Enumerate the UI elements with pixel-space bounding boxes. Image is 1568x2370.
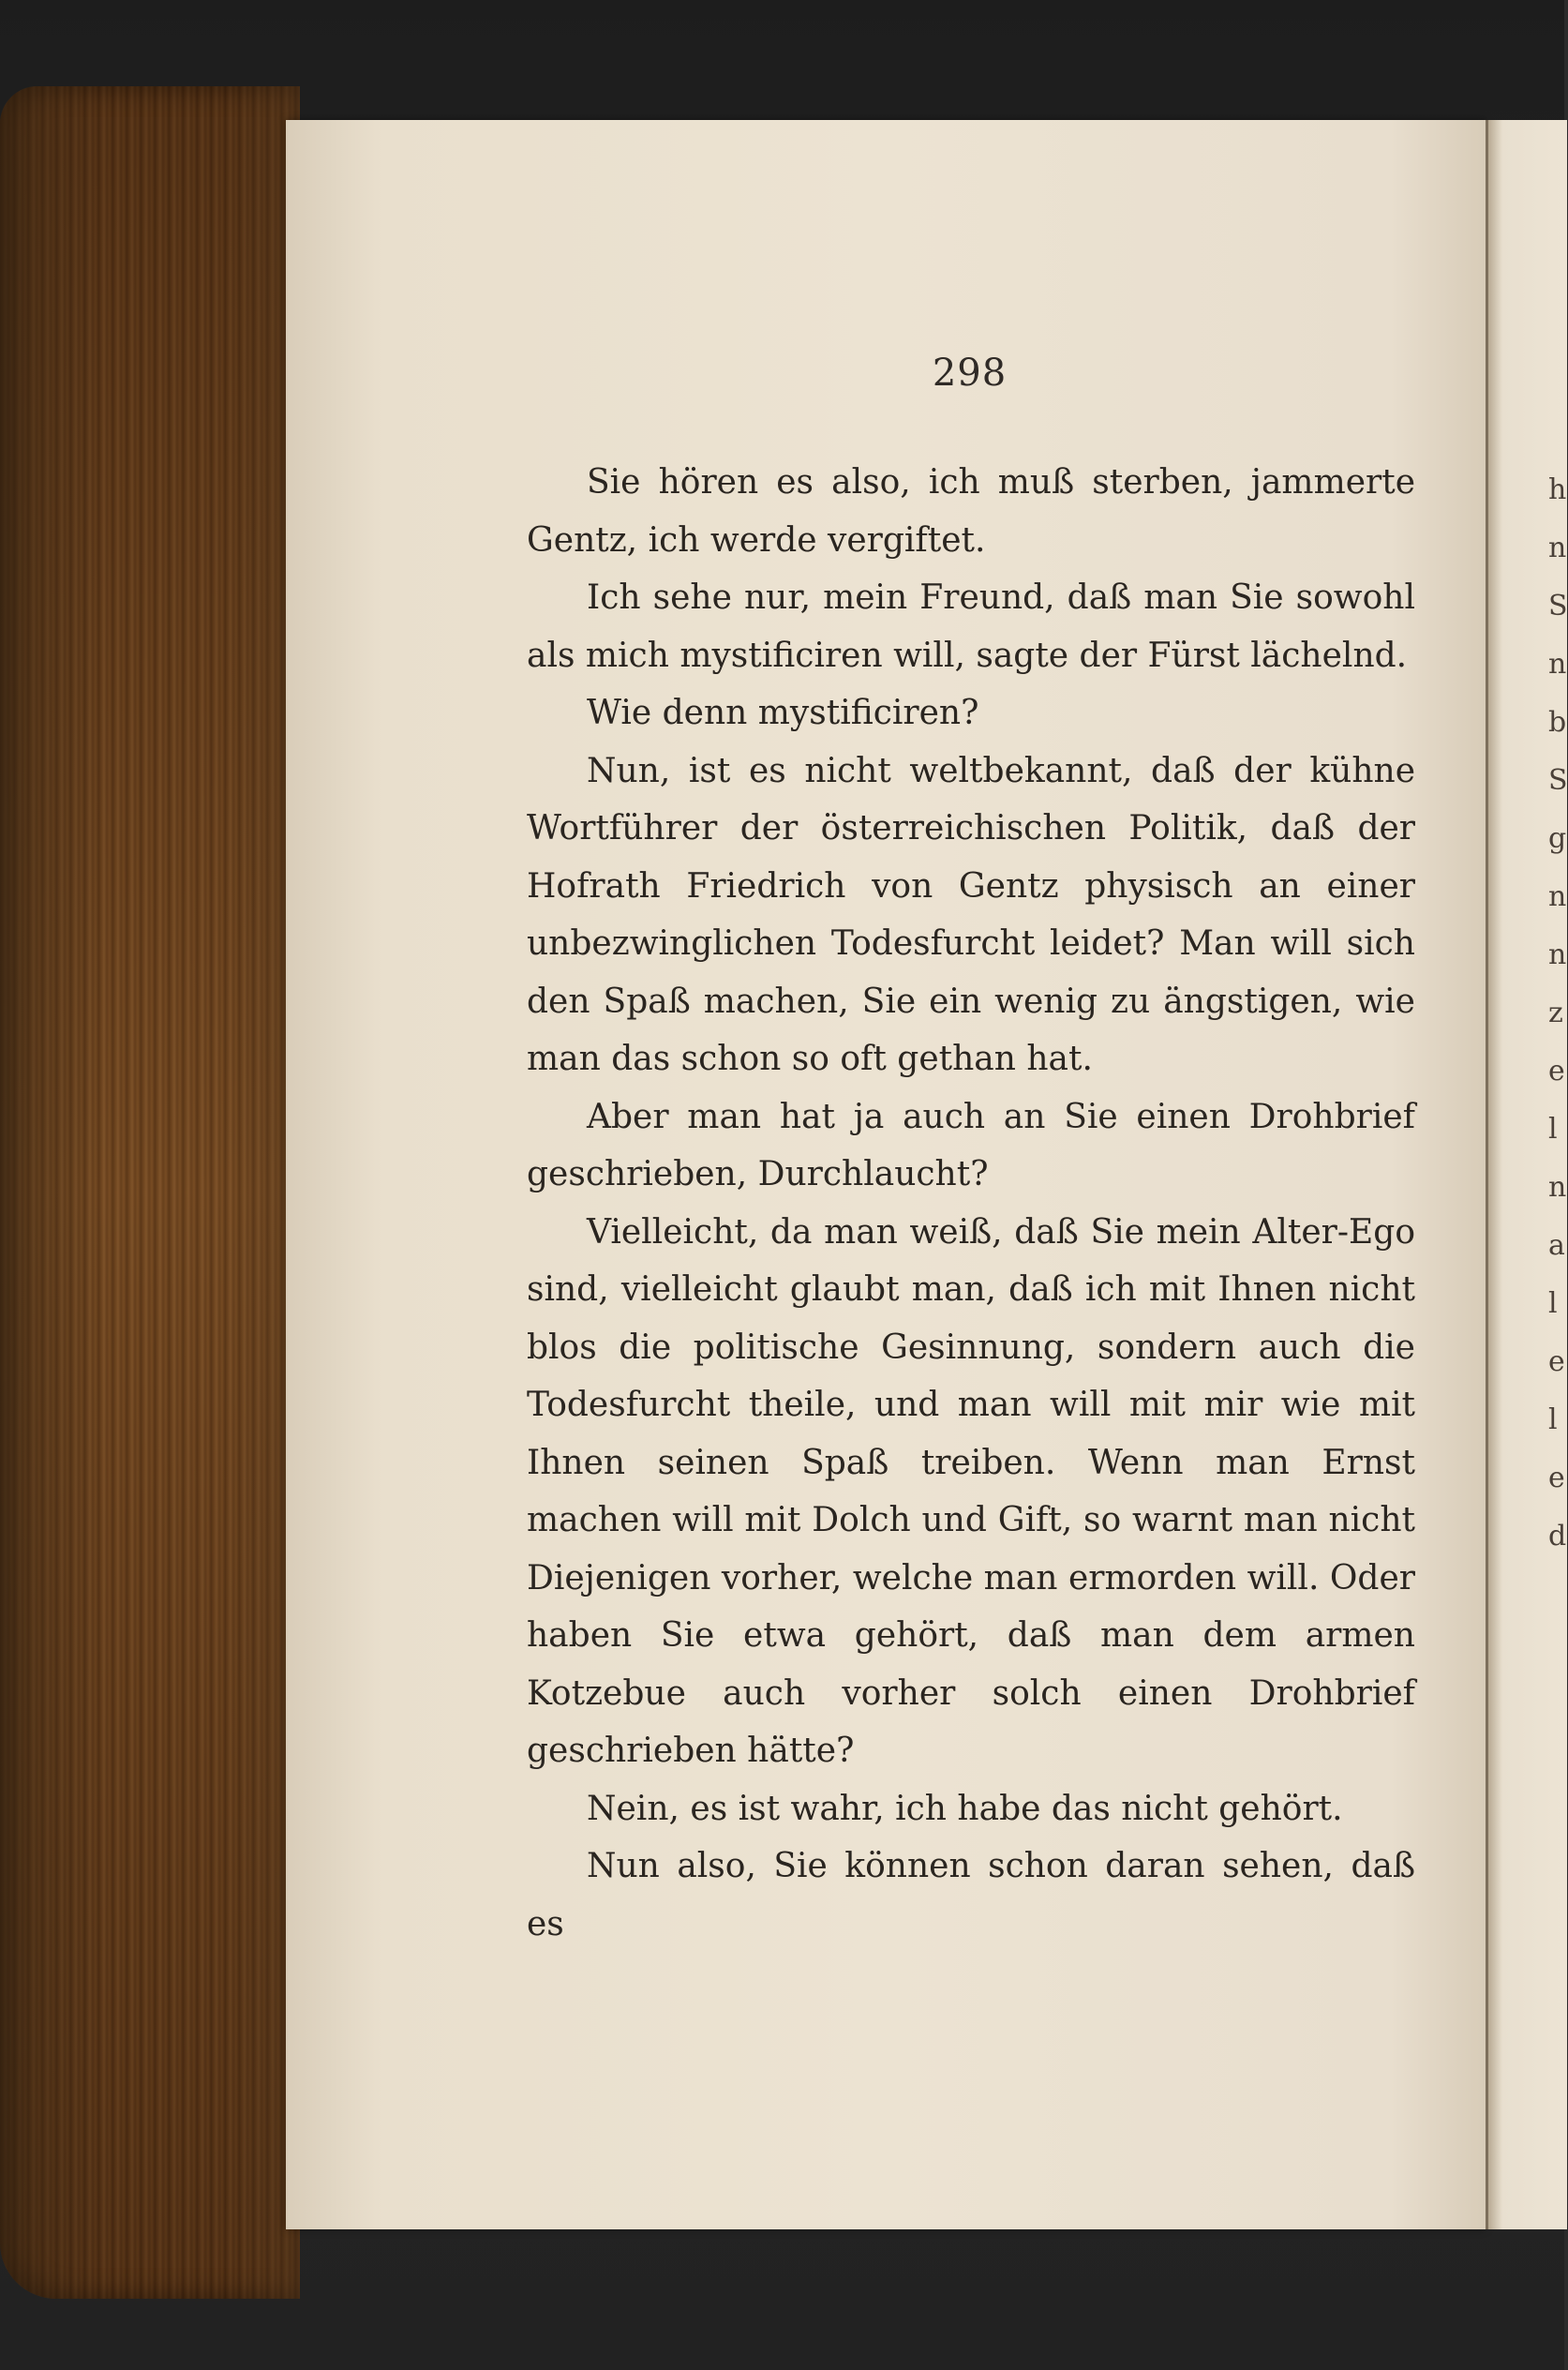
facing-page-letter: e (1548, 1345, 1565, 1378)
facing-page-letter: z (1548, 997, 1563, 1029)
paragraph: Wie denn mystificiren? (587, 694, 979, 732)
facing-page-letter: d (1548, 1520, 1567, 1552)
facing-page-letter: n (1548, 1171, 1567, 1204)
page-number: 298 (932, 352, 1008, 395)
facing-page-letter: h (1548, 473, 1567, 506)
paragraph: Sie hören es also, ich muß sterben, jammerte Gentz, ich werde vergiftet. (527, 463, 1415, 560)
page-body-text (527, 454, 1415, 1953)
paragraph: Nun, ist es nicht weltbekannt, daß der kühne Wortführer der österreichischen Politik, daß der Hofrath Friedrich von Gentz physisch an einer unbezwinglichen Todesfurcht leidet? Man will sich den Spaß machen, Sie ein wenig zu ängstigen, wie man das schon so oft gethan hat. (527, 751, 1415, 1078)
paragraph: Nein, es ist wahr, ich habe das nicht gehört. (587, 1789, 1343, 1828)
facing-page-letter: S (1548, 764, 1568, 797)
paragraph: Aber man hat ja auch an Sie einen Drohbrief geschrieben, Durchlaucht? (527, 1097, 1415, 1193)
facing-page-letter: g (1548, 822, 1567, 855)
facing-page-letter: n (1548, 880, 1567, 913)
paragraph: Vielleicht, da man weiß, daß Sie mein Alter-Ego sind, vielleicht glaubt man, daß ich mit Ihnen nicht blos die politische Gesinnung, sondern auch die Todesfurcht theile, und man will mit mir wie mit Ihnen seinen Spaß treiben. Wenn man Ernst machen will mit Dolch und Gift, so warnt man nicht Diejenigen vorher, welche man ermorden will. Oder haben Sie etwa gehört, daß man dem armen Kotzebue auch vorher solch einen Drohbrief geschrieben hätte? (527, 1212, 1415, 1770)
facing-page-letter: n (1548, 532, 1567, 564)
facing-page-letter: n (1548, 938, 1567, 971)
facing-page-letter: e (1548, 1055, 1565, 1088)
facing-page-letter: a (1548, 1229, 1565, 1262)
facing-page-letter: n (1548, 648, 1567, 681)
paragraph: Ich sehe nur, mein Freund, daß man Sie sowohl als mich mystificiren will, sagte der Fürst lächelnd. (527, 578, 1415, 675)
facing-page-letter: l (1548, 1113, 1558, 1146)
paragraph: Nun also, Sie können schon daran sehen, daß es (527, 1847, 1415, 1943)
facing-page-letter: e (1548, 1462, 1565, 1494)
facing-page-letter: b (1548, 706, 1567, 739)
left-page-stack (0, 86, 300, 2299)
facing-page-letter: S (1548, 590, 1568, 622)
facing-page-letter: l (1548, 1287, 1558, 1320)
facing-page-letter: l (1548, 1403, 1558, 1436)
